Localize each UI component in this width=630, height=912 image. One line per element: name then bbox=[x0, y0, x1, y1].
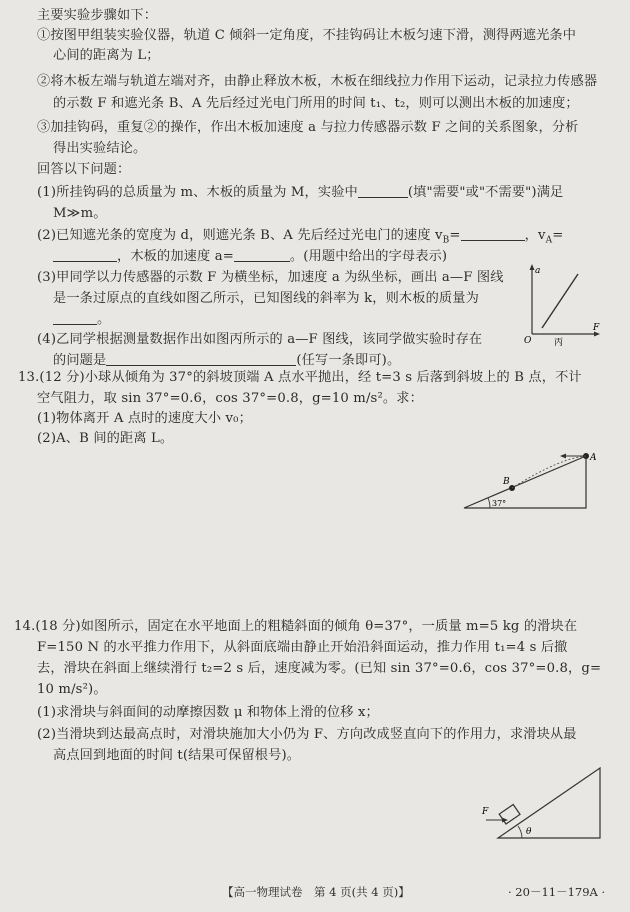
q12-part2-post: 。(用题中给出的字母表示) bbox=[289, 249, 448, 264]
q13-line4: (2)A、B 间的距离 L。 bbox=[37, 431, 174, 446]
q14-line7: 高点回到地面的时间 t(结果可保留根号)。 bbox=[53, 748, 301, 763]
q14-line6: (2)当滑块到达最高点时，对滑块施加大小仍为 F、方向改成竖直向下的作用力，求滑块从最 bbox=[37, 727, 577, 742]
q13-line1: 13.(12 分)小球从倾角为 37°的斜坡顶端 A 点水平抛出，经 t=3 s 后落到斜坡上的 B 点，不计 bbox=[18, 370, 582, 385]
q12-part3-line1: (3)甲同学以力传感器的示数 F 为横坐标，加速度 a 为纵坐标，画出 a—F 图线 bbox=[37, 270, 504, 285]
label-b: B bbox=[503, 477, 510, 487]
q12-part4-line1: (4)乙同学根据测量数据作出如图丙所示的 a—F 图线，该同学做实验时存在 bbox=[37, 332, 483, 347]
q12-part2-sub-b: B bbox=[442, 235, 450, 246]
q14-line3: 去，滑块在斜面上继续滑行 t₂=2 s 后，速度减为零。(已知 sin 37°=0.6，cos 37°=0.8，g= bbox=[37, 661, 602, 676]
q12-part2-line2 bbox=[53, 247, 447, 267]
label-theta: θ bbox=[526, 827, 532, 837]
q12-part2-eq-b: = bbox=[449, 228, 461, 243]
graph-bing-line bbox=[542, 274, 578, 328]
label-a: A bbox=[590, 453, 597, 463]
graph-bing bbox=[516, 262, 606, 346]
q12-part1-pre: (1)所挂钩码的总质量为 m、木板的质量为 M，实验中 bbox=[37, 185, 358, 200]
step-2-line-2: 的示数 F 和遮光条 B、A 先后经过光电门所用的时间 t₁、t₂，则可以测出木板的加速度； bbox=[53, 96, 579, 111]
step-2-line-1: ②将木板左端与轨道左端对齐，由静止释放木板，木板在细线拉力作用下运动，记录拉力传感器 bbox=[37, 74, 598, 89]
q12-vb-blank bbox=[461, 226, 525, 241]
q14-line1: 14.(18 分)如图所示，固定在水平地面上的粗糙斜面的倾角 θ=37°，一质量 m=5 kg 的滑块在 bbox=[14, 619, 578, 634]
q12-part3-end: 。 bbox=[97, 312, 111, 327]
q12-part4-pre: 的问题是 bbox=[53, 353, 107, 368]
q12-part2-sub-a: A bbox=[545, 235, 553, 246]
label-f: F bbox=[482, 807, 489, 817]
q12-mass-blank bbox=[53, 310, 97, 325]
q12-part1-line1 bbox=[37, 183, 563, 203]
step-1-line-2: 心间的距离为 L； bbox=[53, 48, 160, 63]
answer-prompt: 回答以下问题： bbox=[37, 162, 131, 177]
q13-slope-figure bbox=[460, 448, 610, 512]
footer-code: · 20－11－179A · bbox=[508, 885, 606, 899]
q14-line5: (1)求滑块与斜面间的动摩擦因数 μ 和物体上滑的位移 x； bbox=[37, 705, 379, 720]
q12-part3-line2: 是一条过原点的直线如图乙所示，已知图线的斜率为 k，则木板的质量为 bbox=[53, 291, 479, 306]
q13-line2: 空气阻力，取 sin 37°=0.6，cos 37°=0.8，g=10 m/s²。求： bbox=[37, 391, 423, 406]
q12-part2-pre: (2)已知遮光条的宽度为 d，则遮光条 B、A 先后经过光电门的速度 v bbox=[37, 228, 443, 243]
label-37deg: 37° bbox=[492, 499, 507, 508]
footer-page-info: 【高一物理试卷 第 4 页(共 4 页)】 bbox=[222, 885, 410, 899]
step-1-line-1: ①按图甲组装实验仪器，轨道 C 倾斜一定角度，不挂钩码让木板匀速下滑，测得两遮光条中 bbox=[37, 28, 577, 43]
q12-va-blank bbox=[53, 247, 117, 262]
q12-problem-blank bbox=[106, 351, 296, 366]
graph-bing-origin: O bbox=[524, 336, 532, 346]
q12-part4-post: (任写一条即可)。 bbox=[296, 353, 401, 368]
graph-bing-axis-x: F bbox=[593, 323, 600, 333]
q12-part3-line3 bbox=[53, 310, 110, 330]
q14-line4: 10 m/s²)。 bbox=[37, 682, 107, 697]
graph-bing-axis-y: a bbox=[535, 266, 541, 276]
q12-part1-blank bbox=[358, 183, 408, 198]
q12-part1-line2: M≫m。 bbox=[53, 206, 107, 221]
q12-accel-blank bbox=[234, 247, 290, 262]
steps-header: 主要实验步骤如下： bbox=[37, 8, 158, 23]
graph-bing-caption: 丙 bbox=[554, 338, 564, 346]
step-3-line-1: ③加挂钩码，重复②的操作，作出木板加速度 a 与拉力传感器示数 F 之间的关系图象，分析 bbox=[37, 120, 579, 135]
q12-part2-eq-a: = bbox=[552, 228, 564, 243]
q13-line3: (1)物体离开 A 点时的速度大小 v₀； bbox=[37, 411, 252, 426]
q12-part1-post: (填"需要"或"不需要")满足 bbox=[407, 185, 564, 200]
q12-part2-accel: ，木板的加速度 a= bbox=[117, 249, 234, 264]
q12-part2-mid: ，v bbox=[524, 228, 546, 243]
q14-incline-figure bbox=[472, 762, 608, 844]
step-3-line-2: 得出实验结论。 bbox=[53, 141, 147, 156]
q14-line2: F=150 N 的水平推力作用下，从斜面底端由静止开始沿斜面运动，推力作用 t₁=4 s 后撤 bbox=[37, 640, 568, 655]
